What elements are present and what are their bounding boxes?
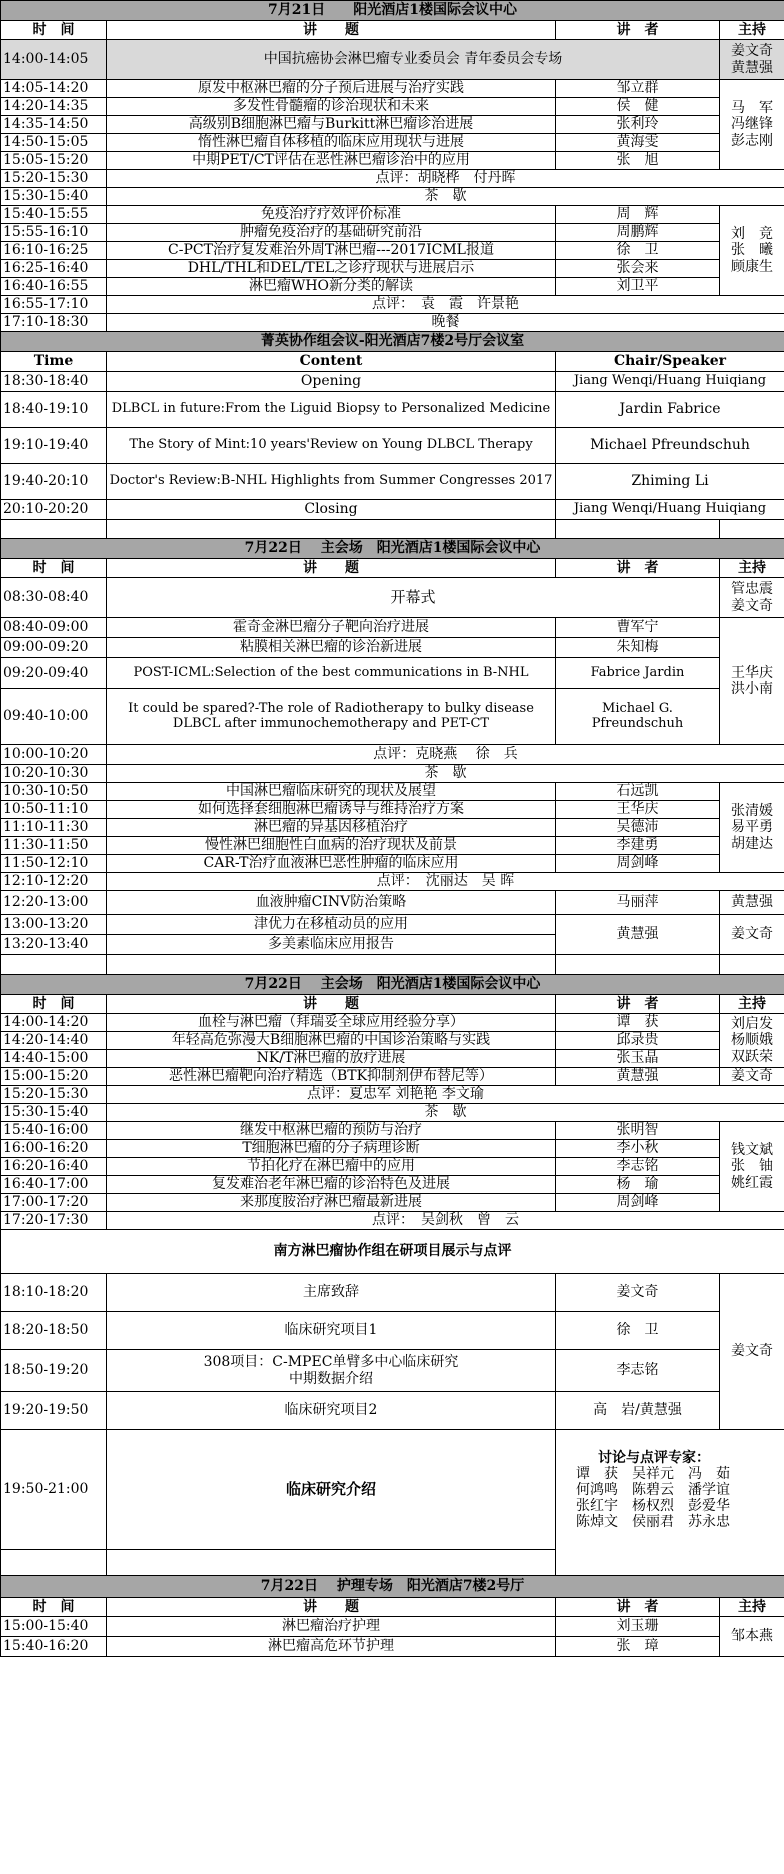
table-row	[1, 1350, 784, 1392]
comment-cell: 点评：克晓燕 徐 兵	[107, 745, 784, 765]
comment-cell: 点评：胡晓桦 付丹晖	[107, 170, 784, 188]
table-row	[1, 783, 784, 801]
speaker-cell: 吴德沛	[556, 819, 720, 837]
break-row	[1, 188, 784, 206]
speaker-cell: 李小秋	[556, 1140, 720, 1158]
speaker-cell: 刘玉珊	[556, 1617, 720, 1637]
table-row	[1, 260, 784, 278]
speaker-cell: 李志铭	[556, 1350, 720, 1392]
empty-cell	[720, 520, 784, 539]
table-row	[1, 1430, 784, 1550]
subsection-title-row	[1, 1230, 784, 1274]
time-cell: 20:10-20:20	[1, 500, 107, 520]
empty-cell	[107, 520, 556, 539]
speaker-cell: 谭 获	[556, 1014, 720, 1032]
table-row	[1, 1068, 784, 1086]
time-cell: 15:00-15:40	[1, 1617, 107, 1637]
speaker-cell: 李建勇	[556, 837, 720, 855]
speaker-cell: 黄海雯	[556, 134, 720, 152]
discussion-panel	[556, 1430, 784, 1550]
topic-cell: 中国抗癌协会淋巴瘤专业委员会 青年委员会专场	[107, 40, 720, 80]
time-cell: 16:10-16:25	[1, 242, 107, 260]
time-cell: 14:00-14:20	[1, 1014, 107, 1032]
content-cell: Doctor's Review:B-NHL Highlights from Summer Congresses 2017	[107, 464, 556, 500]
topic-cell: 慢性淋巴细胞性白血病的治疗现状及前景	[107, 837, 556, 855]
header-speaker: 讲 者	[556, 995, 720, 1014]
topic-cell: 淋巴瘤治疗护理	[107, 1617, 556, 1637]
comment-row	[1, 170, 784, 188]
topic-cell: 惰性淋巴瘤自体移植的临床应用现状与进展	[107, 134, 556, 152]
header-time: 时 间	[1, 1598, 107, 1617]
time-cell: 15:40-16:00	[1, 1122, 107, 1140]
topic-cell: 308项目：C-MPEC单臂多中心临床研究 中期数据介绍	[107, 1350, 556, 1392]
content-cell: Opening	[107, 372, 556, 392]
empty-cell	[1, 1550, 107, 1576]
table-row	[1, 1617, 784, 1637]
host-cell: 邹本燕	[720, 1617, 784, 1657]
header-topic: 讲 题	[107, 559, 556, 578]
spacer-row	[1, 520, 784, 539]
header-row	[1, 559, 784, 578]
time-cell: 14:40-15:00	[1, 1050, 107, 1068]
panel-title: 讨论与点评专家：	[598, 1449, 710, 1466]
speaker-cell: Jiang Wenqi/Huang Huiqiang	[556, 500, 784, 520]
time-cell: 19:40-20:10	[1, 464, 107, 500]
speaker-cell: 李志铭	[556, 1158, 720, 1176]
time-cell: 15:30-15:40	[1, 188, 107, 206]
time-cell: 17:00-17:20	[1, 1194, 107, 1212]
time-cell: 15:20-15:30	[1, 1086, 107, 1104]
header-time: 时 间	[1, 995, 107, 1014]
host-cell: 钱文斌 张 铀 姚红霞	[720, 1122, 784, 1212]
time-cell: 15:20-15:30	[1, 170, 107, 188]
host-cell: 姜文奇	[720, 1068, 784, 1086]
time-cell: 15:40-16:20	[1, 1637, 107, 1657]
section1-title: 7月21日 阳光酒店1楼国际会议中心	[1, 1, 784, 21]
section-title-row	[1, 332, 784, 352]
speaker-cell: 张 璋	[556, 1637, 720, 1657]
table-row	[1, 500, 784, 520]
time-cell: 15:30-15:40	[1, 1104, 107, 1122]
host-cell: 姜文奇 黄慧强	[720, 40, 784, 80]
empty-cell	[556, 1550, 784, 1576]
speaker-cell: 周剑峰	[556, 1194, 720, 1212]
time-cell: 15:05-15:20	[1, 152, 107, 170]
table-row	[1, 618, 784, 638]
table-row	[1, 891, 784, 915]
table-row	[1, 1637, 784, 1657]
speaker-cell: 黄慧强	[556, 1068, 720, 1086]
speaker-cell: 张 旭	[556, 152, 720, 170]
topic-cell: 多美素临床应用报告	[107, 935, 556, 955]
table-row	[1, 372, 784, 392]
time-cell: 18:50-19:20	[1, 1350, 107, 1392]
header-topic: 讲 题	[107, 1598, 556, 1617]
speaker-cell: 邱录贵	[556, 1032, 720, 1050]
empty-cell	[556, 955, 720, 975]
time-cell: 14:20-14:35	[1, 98, 107, 116]
topic-cell: 主席致辞	[107, 1274, 556, 1312]
time-cell: 18:10-18:20	[1, 1274, 107, 1312]
table-row	[1, 855, 784, 873]
header-host: 主持	[720, 21, 784, 40]
speaker-cell: Jardin Fabrice	[556, 392, 784, 428]
time-cell: 19:50-21:00	[1, 1430, 107, 1550]
break-row	[1, 765, 784, 783]
speaker-cell: Fabrice Jardin	[556, 658, 720, 689]
topic-cell: 节拍化疗在淋巴瘤中的应用	[107, 1158, 556, 1176]
table-row	[1, 1122, 784, 1140]
section-title-row	[1, 1576, 784, 1598]
speaker-cell: 石远凯	[556, 783, 720, 801]
break-cell: 茶 歇	[107, 765, 784, 783]
time-cell: 09:40-10:00	[1, 689, 107, 745]
time-cell: 10:20-10:30	[1, 765, 107, 783]
topic-cell: C-PCT治疗复发难治外周T淋巴瘤---2017ICML报道	[107, 242, 556, 260]
table-row	[1, 1194, 784, 1212]
topic-cell: 淋巴瘤WHO新分类的解读	[107, 278, 556, 296]
speaker-cell: 姜文奇	[556, 1274, 720, 1312]
comment-cell: 点评： 沈丽达 吴 晖	[107, 873, 784, 891]
table-row	[1, 1392, 784, 1430]
topic-cell: 霍奇金淋巴瘤分子靶向治疗进展	[107, 618, 556, 638]
table-row	[1, 1176, 784, 1194]
speaker-cell: Michael Pfreundschuh	[556, 428, 784, 464]
content-cell: Closing	[107, 500, 556, 520]
topic-cell: NK/T淋巴瘤的放疗进展	[107, 1050, 556, 1068]
south-title: 南方淋巴瘤协作组在研项目展示与点评	[1, 1230, 784, 1274]
header-host: 主持	[720, 1598, 784, 1617]
section-title-row	[1, 539, 784, 559]
comment-row	[1, 296, 784, 314]
table-row	[1, 1274, 784, 1312]
header-time: 时 间	[1, 559, 107, 578]
speaker-cell: 徐 卫	[556, 242, 720, 260]
section-title-row	[1, 975, 784, 995]
time-cell: 11:50-12:10	[1, 855, 107, 873]
time-cell: 10:00-10:20	[1, 745, 107, 765]
time-cell: 14:00-14:05	[1, 40, 107, 80]
topic-cell: 复发难治老年淋巴瘤的诊治特色及进展	[107, 1176, 556, 1194]
table-row	[1, 1050, 784, 1068]
time-cell: 17:10-18:30	[1, 314, 107, 332]
comment-cell: 点评： 袁 霞 许景艳	[107, 296, 784, 314]
speaker-cell: 张会来	[556, 260, 720, 278]
break-cell: 茶 歇	[107, 1104, 784, 1122]
time-cell: 16:40-17:00	[1, 1176, 107, 1194]
speaker-cell: 张利玲	[556, 116, 720, 134]
empty-cell	[1, 955, 107, 975]
time-cell: 09:20-09:40	[1, 658, 107, 689]
speaker-cell: Jiang Wenqi/Huang Huiqiang	[556, 372, 784, 392]
time-cell: 14:50-15:05	[1, 134, 107, 152]
table-row	[1, 837, 784, 855]
speaker-cell: 周剑峰	[556, 855, 720, 873]
topic-cell: CAR-T治疗血液淋巴恶性肿瘤的临床应用	[107, 855, 556, 873]
topic-cell: It could be spared?-The role of Radiotherapy to bulky disease DLBCL after immunochemotherapy and PET-CT	[107, 689, 556, 745]
time-cell: 10:50-11:10	[1, 801, 107, 819]
table-row	[1, 658, 784, 689]
topic-cell: 血栓与淋巴瘤（拜瑞妥全球应用经验分享）	[107, 1014, 556, 1032]
section-title-row	[1, 1, 784, 21]
time-cell: 12:10-12:20	[1, 873, 107, 891]
table-row	[1, 392, 784, 428]
time-cell: 11:30-11:50	[1, 837, 107, 855]
topic-cell: 淋巴瘤的异基因移植治疗	[107, 819, 556, 837]
speaker-cell: 侯 健	[556, 98, 720, 116]
host-cell: 姜文奇	[720, 1274, 784, 1430]
empty-cell	[720, 955, 784, 975]
table-row	[1, 464, 784, 500]
host-cell: 姜文奇	[720, 915, 784, 955]
header-time: 时 间	[1, 21, 107, 40]
time-cell: 10:30-10:50	[1, 783, 107, 801]
section5-title: 7月22日 护理专场 阳光酒店7楼2号厅	[1, 1576, 784, 1598]
section2-title: 菁英协作组会议-阳光酒店7楼2号厅会议室	[1, 332, 784, 352]
topic-cell: 肿瘤免疫治疗的基础研究前沿	[107, 224, 556, 242]
section4-title: 7月22日 主会场 阳光酒店1楼国际会议中心	[1, 975, 784, 995]
topic-cell: 粘膜相关淋巴瘤的诊治新进展	[107, 638, 556, 658]
topic-cell: 临床研究介绍	[107, 1430, 556, 1550]
topic-cell: POST-ICML:Selection of the best communications in B-NHL	[107, 658, 556, 689]
host-cell: 刘启发 杨顺娥 双跃荣	[720, 1014, 784, 1068]
speaker-cell: 曹军宁	[556, 618, 720, 638]
time-cell: 08:30-08:40	[1, 578, 107, 618]
topic-cell: DHL/THL和DEL/TEL之诊疗现状与进展启示	[107, 260, 556, 278]
comment-cell: 点评： 吴剑秋 曾 云	[107, 1212, 784, 1230]
time-cell: 18:30-18:40	[1, 372, 107, 392]
host-cell: 管忠震 姜文奇	[720, 578, 784, 618]
table-row	[1, 1032, 784, 1050]
time-cell: 17:20-17:30	[1, 1212, 107, 1230]
speaker-cell: 刘卫平	[556, 278, 720, 296]
header-speaker: 讲 者	[556, 559, 720, 578]
table-row	[1, 206, 784, 224]
empty-cell	[107, 1550, 556, 1576]
header-chair-speaker: Chair/Speaker	[556, 352, 784, 372]
table-row	[1, 689, 784, 745]
header-content: Content	[107, 352, 556, 372]
header-row	[1, 21, 784, 40]
speaker-cell: 黄慧强	[556, 915, 720, 955]
topic-cell: 如何选择套细胞淋巴瘤诱导与维持治疗方案	[107, 801, 556, 819]
table-row	[1, 1312, 784, 1350]
time-cell: 14:20-14:40	[1, 1032, 107, 1050]
topic-cell: 高级别B细胞淋巴瘤与Burkitt淋巴瘤诊治进展	[107, 116, 556, 134]
time-cell: 14:35-14:50	[1, 116, 107, 134]
time-cell: 12:20-13:00	[1, 891, 107, 915]
time-cell: 15:40-15:55	[1, 206, 107, 224]
table-row	[1, 1140, 784, 1158]
host-cell: 马 军 冯继锋 彭志刚	[720, 80, 784, 170]
time-cell: 13:20-13:40	[1, 935, 107, 955]
header-topic: 讲 题	[107, 995, 556, 1014]
topic-cell: 恶性淋巴瘤靶向治疗精选（BTK抑制剂伊布替尼等）	[107, 1068, 556, 1086]
time-cell: 19:10-19:40	[1, 428, 107, 464]
table-row	[1, 80, 784, 98]
table-row	[1, 578, 784, 618]
table-row	[1, 152, 784, 170]
time-cell: 16:20-16:40	[1, 1158, 107, 1176]
panel-experts: 谭 获 吴祥元 冯 茹 何鸿鸣 陈碧云 潘学谊 张红宇 杨权烈 彭爱华 陈焯文 侯丽君 苏永忠	[576, 1465, 730, 1530]
speaker-cell: 张明智	[556, 1122, 720, 1140]
topic-cell: 中期PET/CT评估在恶性淋巴瘤诊治中的应用	[107, 152, 556, 170]
time-cell: 18:40-19:10	[1, 392, 107, 428]
table-row	[1, 638, 784, 658]
speaker-cell: 徐 卫	[556, 1312, 720, 1350]
speaker-cell: 周 辉	[556, 206, 720, 224]
topic-cell: 来那度胺治疗淋巴瘤最新进展	[107, 1194, 556, 1212]
topic-cell: 开幕式	[107, 578, 720, 618]
comment-row	[1, 745, 784, 765]
speaker-cell: 张玉晶	[556, 1050, 720, 1068]
table-row	[1, 98, 784, 116]
time-cell: 16:55-17:10	[1, 296, 107, 314]
table-row	[1, 278, 784, 296]
spacer-row	[1, 1550, 784, 1576]
break-cell: 茶 歇	[107, 188, 784, 206]
time-cell: 19:20-19:50	[1, 1392, 107, 1430]
topic-cell: 临床研究项目2	[107, 1392, 556, 1430]
speaker-cell: 马丽萍	[556, 891, 720, 915]
topic-cell: 年轻高危弥漫大B细胞淋巴瘤的中国诊治策略与实践	[107, 1032, 556, 1050]
topic-cell: 津优力在移植动员的应用	[107, 915, 556, 935]
speaker-cell: 邹立群	[556, 80, 720, 98]
content-cell: The Story of Mint:10 years'Review on Young DLBCL Therapy	[107, 428, 556, 464]
time-cell: 09:00-09:20	[1, 638, 107, 658]
table-row	[1, 801, 784, 819]
speaker-cell: Zhiming Li	[556, 464, 784, 500]
speaker-cell: Michael G. Pfreundschuh	[556, 689, 720, 745]
spacer-row	[1, 955, 784, 975]
speaker-cell: 王华庆	[556, 801, 720, 819]
host-cell: 刘 竞 张 曦 顾康生	[720, 206, 784, 296]
time-cell: 11:10-11:30	[1, 819, 107, 837]
empty-cell	[1, 520, 107, 539]
header-topic: 讲 题	[107, 21, 556, 40]
table-row	[1, 1158, 784, 1176]
topic-cell: 临床研究项目1	[107, 1312, 556, 1350]
host-cell: 张清媛 易平勇 胡建达	[720, 783, 784, 873]
time-cell: 15:00-15:20	[1, 1068, 107, 1086]
topic-cell: 原发中枢淋巴瘤的分子预后进展与治疗实践	[107, 80, 556, 98]
table-row	[1, 116, 784, 134]
speaker-cell: 周鹏辉	[556, 224, 720, 242]
table-row	[1, 1014, 784, 1032]
comment-cell: 点评：夏忠军 刘艳艳 李文瑜	[107, 1086, 784, 1104]
header-row	[1, 352, 784, 372]
empty-cell	[107, 955, 556, 975]
table-row	[1, 819, 784, 837]
header-host: 主持	[720, 995, 784, 1014]
table-row	[1, 224, 784, 242]
time-cell: 16:00-16:20	[1, 1140, 107, 1158]
table-row	[1, 428, 784, 464]
topic-cell: 血液肿瘤CINV防治策略	[107, 891, 556, 915]
time-cell: 16:40-16:55	[1, 278, 107, 296]
dinner-row	[1, 314, 784, 332]
section3-title: 7月22日 主会场 阳光酒店1楼国际会议中心	[1, 539, 784, 559]
header-time: Time	[1, 352, 107, 372]
comment-row	[1, 1086, 784, 1104]
time-cell: 14:05-14:20	[1, 80, 107, 98]
time-cell: 16:25-16:40	[1, 260, 107, 278]
table-row	[1, 40, 784, 80]
header-speaker: 讲 者	[556, 1598, 720, 1617]
content-cell: DLBCL in future:From the Liguid Biopsy to Personalized Medicine	[107, 392, 556, 428]
table-row	[1, 915, 784, 935]
break-row	[1, 1104, 784, 1122]
comment-row	[1, 1212, 784, 1230]
host-cell: 王华庆 洪小南	[720, 618, 784, 745]
empty-cell	[556, 520, 720, 539]
speaker-cell: 高 岩/黄慧强	[556, 1392, 720, 1430]
table-row	[1, 134, 784, 152]
topic-cell: 淋巴瘤高危环节护理	[107, 1637, 556, 1657]
header-speaker: 讲 者	[556, 21, 720, 40]
speaker-cell: 杨 瑜	[556, 1176, 720, 1194]
topic-cell: T细胞淋巴瘤的分子病理诊断	[107, 1140, 556, 1158]
dinner-cell: 晚餐	[107, 314, 784, 332]
topic-cell: 多发性骨髓瘤的诊治现状和未来	[107, 98, 556, 116]
time-cell: 08:40-09:00	[1, 618, 107, 638]
time-cell: 18:20-18:50	[1, 1312, 107, 1350]
topic-cell: 中国淋巴瘤临床研究的现状及展望	[107, 783, 556, 801]
topic-cell: 免疫治疗疗效评价标准	[107, 206, 556, 224]
header-host: 主持	[720, 559, 784, 578]
header-row	[1, 1598, 784, 1617]
table-row	[1, 242, 784, 260]
comment-row	[1, 873, 784, 891]
time-cell: 15:55-16:10	[1, 224, 107, 242]
topic-cell: 继发中枢淋巴瘤的预防与治疗	[107, 1122, 556, 1140]
time-cell: 13:00-13:20	[1, 915, 107, 935]
header-row	[1, 995, 784, 1014]
speaker-cell: 朱知梅	[556, 638, 720, 658]
host-cell: 黄慧强	[720, 891, 784, 915]
